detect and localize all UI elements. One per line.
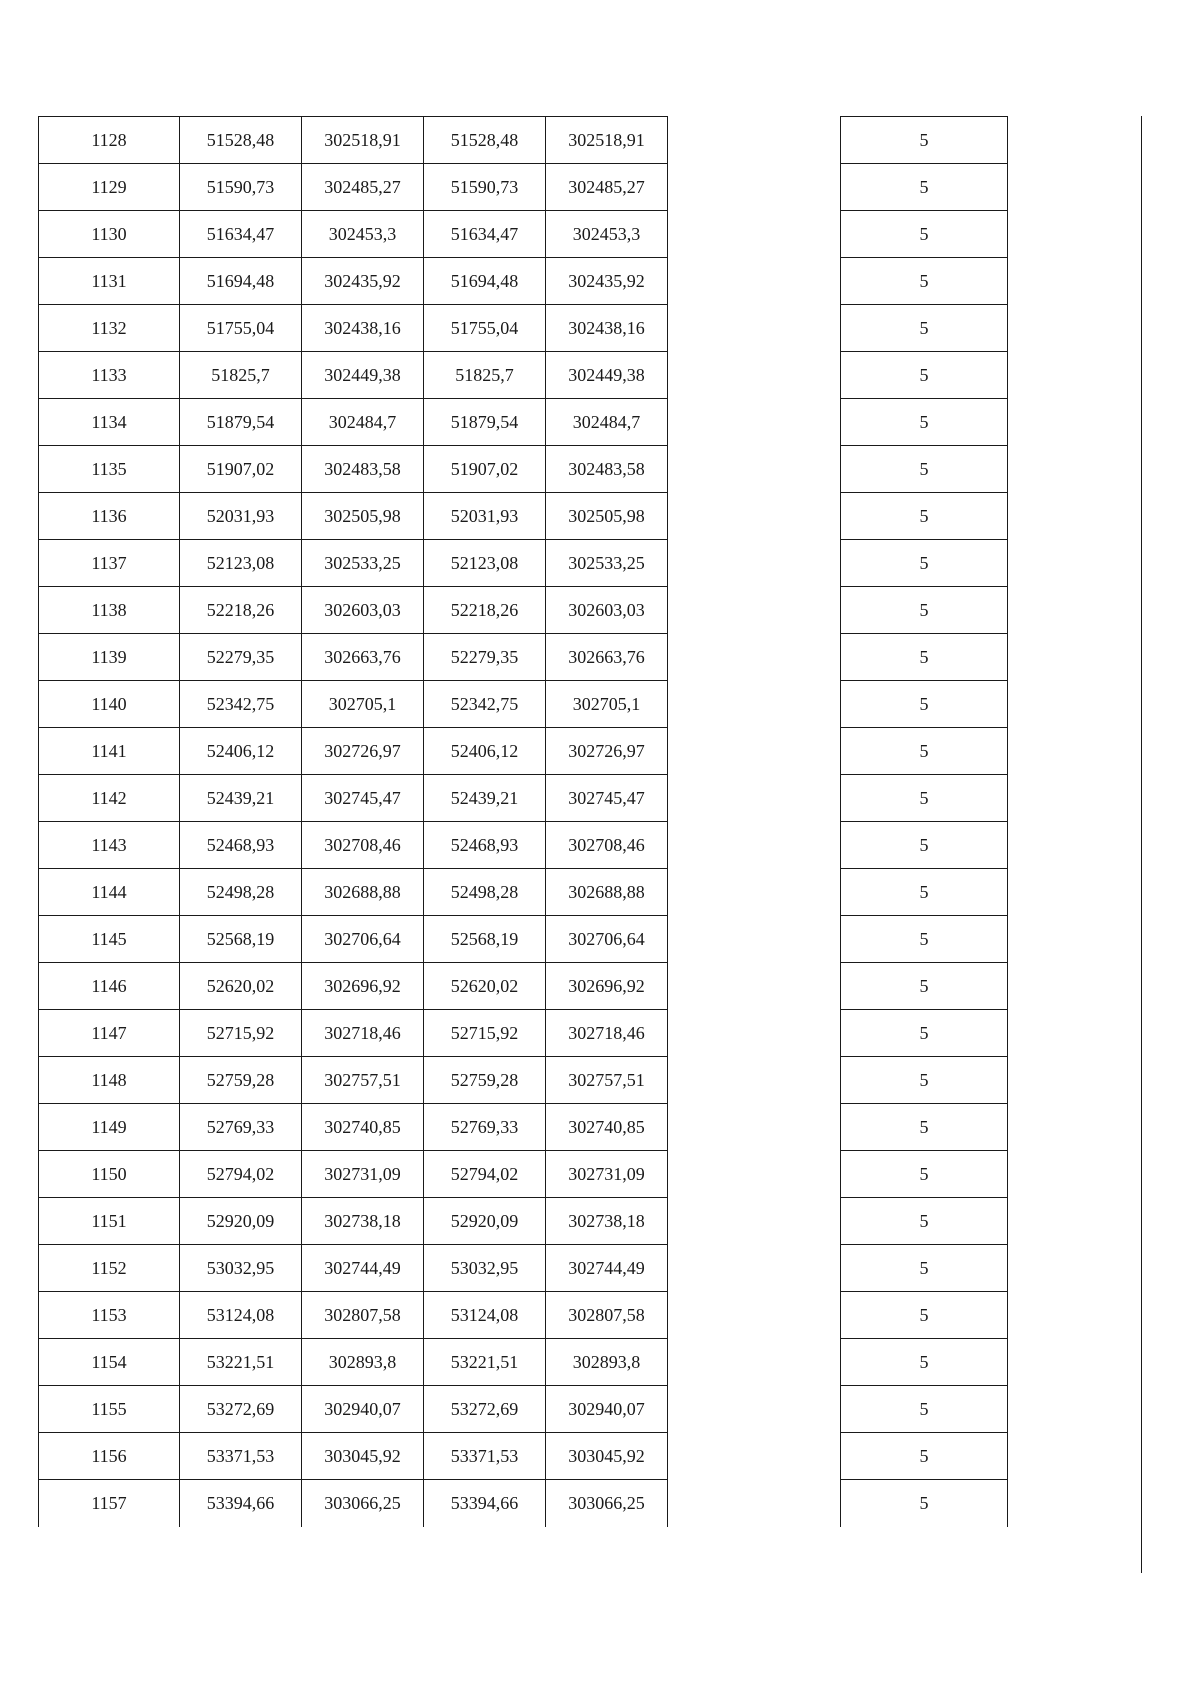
point-number-cell: 1157 <box>39 1480 180 1527</box>
y-coordinate-cell: 302740,85 <box>302 1104 424 1151</box>
y-coordinate-cell: 302940,07 <box>302 1386 424 1433</box>
value-cell: 5 <box>841 916 1008 963</box>
point-number-cell: 1142 <box>39 775 180 822</box>
x-coordinate-repeat-cell: 52794,02 <box>424 1151 546 1198</box>
table-row <box>39 1151 668 1198</box>
value-cell: 5 <box>841 728 1008 775</box>
x-coordinate-cell: 53394,66 <box>180 1480 302 1527</box>
x-coordinate-repeat-cell: 53272,69 <box>424 1386 546 1433</box>
side-row <box>841 681 1008 728</box>
value-cell: 5 <box>841 1198 1008 1245</box>
x-coordinate-cell: 52279,35 <box>180 634 302 681</box>
y-coordinate-cell: 302745,47 <box>302 775 424 822</box>
value-cell: 5 <box>841 305 1008 352</box>
x-coordinate-cell: 52568,19 <box>180 916 302 963</box>
y-coordinate-repeat-cell: 302731,09 <box>546 1151 668 1198</box>
point-number-cell: 1148 <box>39 1057 180 1104</box>
point-number-cell: 1135 <box>39 446 180 493</box>
value-cell: 5 <box>841 399 1008 446</box>
y-coordinate-repeat-cell: 302696,92 <box>546 963 668 1010</box>
value-cell: 5 <box>841 869 1008 916</box>
side-row <box>841 1151 1008 1198</box>
side-row <box>841 869 1008 916</box>
side-row <box>841 1245 1008 1292</box>
value-cell: 5 <box>841 822 1008 869</box>
point-number-cell: 1146 <box>39 963 180 1010</box>
table-row <box>39 916 668 963</box>
x-coordinate-repeat-cell: 52920,09 <box>424 1198 546 1245</box>
side-row <box>841 634 1008 681</box>
x-coordinate-cell: 53221,51 <box>180 1339 302 1386</box>
y-coordinate-cell: 302757,51 <box>302 1057 424 1104</box>
y-coordinate-cell: 302484,7 <box>302 399 424 446</box>
x-coordinate-repeat-cell: 52759,28 <box>424 1057 546 1104</box>
x-coordinate-repeat-cell: 53394,66 <box>424 1480 546 1527</box>
table-row <box>39 681 668 728</box>
y-coordinate-repeat-cell: 302807,58 <box>546 1292 668 1339</box>
x-coordinate-repeat-cell: 51825,7 <box>424 352 546 399</box>
y-coordinate-cell: 302706,64 <box>302 916 424 963</box>
side-row <box>841 963 1008 1010</box>
value-cell: 5 <box>841 446 1008 493</box>
value-cell: 5 <box>841 1292 1008 1339</box>
y-coordinate-repeat-cell: 302453,3 <box>546 211 668 258</box>
x-coordinate-cell: 52468,93 <box>180 822 302 869</box>
side-row <box>841 587 1008 634</box>
side-row <box>841 1386 1008 1433</box>
value-cell: 5 <box>841 1245 1008 1292</box>
point-number-cell: 1144 <box>39 869 180 916</box>
table-row <box>39 963 668 1010</box>
x-coordinate-cell: 52769,33 <box>180 1104 302 1151</box>
side-row <box>841 540 1008 587</box>
x-coordinate-repeat-cell: 51755,04 <box>424 305 546 352</box>
coordinates-table-body <box>39 117 668 1527</box>
side-row <box>841 258 1008 305</box>
x-coordinate-repeat-cell: 52468,93 <box>424 822 546 869</box>
x-coordinate-cell: 52406,12 <box>180 728 302 775</box>
value-cell: 5 <box>841 352 1008 399</box>
table-row <box>39 1386 668 1433</box>
value-cell: 5 <box>841 164 1008 211</box>
y-coordinate-cell: 302603,03 <box>302 587 424 634</box>
point-number-cell: 1149 <box>39 1104 180 1151</box>
y-coordinate-cell: 302505,98 <box>302 493 424 540</box>
y-coordinate-repeat-cell: 303045,92 <box>546 1433 668 1480</box>
x-coordinate-repeat-cell: 52568,19 <box>424 916 546 963</box>
x-coordinate-cell: 51590,73 <box>180 164 302 211</box>
y-coordinate-cell: 303066,25 <box>302 1480 424 1527</box>
y-coordinate-repeat-cell: 302483,58 <box>546 446 668 493</box>
x-coordinate-cell: 51825,7 <box>180 352 302 399</box>
y-coordinate-cell: 302807,58 <box>302 1292 424 1339</box>
point-number-cell: 1133 <box>39 352 180 399</box>
table-row <box>39 1245 668 1292</box>
x-coordinate-cell: 51755,04 <box>180 305 302 352</box>
value-cell: 5 <box>841 493 1008 540</box>
side-row <box>841 822 1008 869</box>
side-row <box>841 1433 1008 1480</box>
point-number-cell: 1131 <box>39 258 180 305</box>
table-row <box>39 822 668 869</box>
x-coordinate-cell: 51907,02 <box>180 446 302 493</box>
x-coordinate-cell: 52759,28 <box>180 1057 302 1104</box>
y-coordinate-repeat-cell: 302718,46 <box>546 1010 668 1057</box>
point-number-cell: 1134 <box>39 399 180 446</box>
y-coordinate-cell: 302663,76 <box>302 634 424 681</box>
y-coordinate-repeat-cell: 302745,47 <box>546 775 668 822</box>
value-cell: 5 <box>841 634 1008 681</box>
side-row <box>841 1104 1008 1151</box>
y-coordinate-cell: 303045,92 <box>302 1433 424 1480</box>
point-number-cell: 1154 <box>39 1339 180 1386</box>
side-row <box>841 1057 1008 1104</box>
value-cell: 5 <box>841 1010 1008 1057</box>
point-number-cell: 1145 <box>39 916 180 963</box>
table-row <box>39 775 668 822</box>
table-row <box>39 211 668 258</box>
value-cell: 5 <box>841 211 1008 258</box>
y-coordinate-cell: 302453,3 <box>302 211 424 258</box>
table-row <box>39 540 668 587</box>
y-coordinate-repeat-cell: 302757,51 <box>546 1057 668 1104</box>
value-cell: 5 <box>841 681 1008 728</box>
side-values-table <box>840 116 1008 1527</box>
value-cell: 5 <box>841 1386 1008 1433</box>
point-number-cell: 1136 <box>39 493 180 540</box>
y-coordinate-cell: 302483,58 <box>302 446 424 493</box>
coordinates-table <box>38 116 668 1527</box>
table-row <box>39 446 668 493</box>
x-coordinate-cell: 53371,53 <box>180 1433 302 1480</box>
y-coordinate-repeat-cell: 302505,98 <box>546 493 668 540</box>
value-cell: 5 <box>841 1057 1008 1104</box>
point-number-cell: 1150 <box>39 1151 180 1198</box>
side-row <box>841 1292 1008 1339</box>
y-coordinate-cell: 302485,27 <box>302 164 424 211</box>
y-coordinate-repeat-cell: 302485,27 <box>546 164 668 211</box>
x-coordinate-repeat-cell: 52769,33 <box>424 1104 546 1151</box>
x-coordinate-cell: 53272,69 <box>180 1386 302 1433</box>
x-coordinate-cell: 52031,93 <box>180 493 302 540</box>
point-number-cell: 1129 <box>39 164 180 211</box>
y-coordinate-repeat-cell: 302533,25 <box>546 540 668 587</box>
y-coordinate-repeat-cell: 302449,38 <box>546 352 668 399</box>
x-coordinate-repeat-cell: 52406,12 <box>424 728 546 775</box>
y-coordinate-repeat-cell: 302484,7 <box>546 399 668 446</box>
x-coordinate-repeat-cell: 53124,08 <box>424 1292 546 1339</box>
value-cell: 5 <box>841 775 1008 822</box>
value-cell: 5 <box>841 1433 1008 1480</box>
x-coordinate-cell: 52920,09 <box>180 1198 302 1245</box>
x-coordinate-repeat-cell: 52498,28 <box>424 869 546 916</box>
x-coordinate-cell: 52218,26 <box>180 587 302 634</box>
x-coordinate-cell: 52794,02 <box>180 1151 302 1198</box>
point-number-cell: 1132 <box>39 305 180 352</box>
x-coordinate-repeat-cell: 51528,48 <box>424 117 546 164</box>
value-cell: 5 <box>841 258 1008 305</box>
x-coordinate-repeat-cell: 52279,35 <box>424 634 546 681</box>
table-row <box>39 1010 668 1057</box>
point-number-cell: 1141 <box>39 728 180 775</box>
table-row <box>39 587 668 634</box>
y-coordinate-cell: 302705,1 <box>302 681 424 728</box>
table-row <box>39 1198 668 1245</box>
point-number-cell: 1140 <box>39 681 180 728</box>
y-coordinate-repeat-cell: 303066,25 <box>546 1480 668 1527</box>
x-coordinate-cell: 53124,08 <box>180 1292 302 1339</box>
x-coordinate-cell: 52498,28 <box>180 869 302 916</box>
x-coordinate-repeat-cell: 52342,75 <box>424 681 546 728</box>
y-coordinate-cell: 302731,09 <box>302 1151 424 1198</box>
x-coordinate-cell: 53032,95 <box>180 1245 302 1292</box>
value-cell: 5 <box>841 1104 1008 1151</box>
side-row <box>841 117 1008 164</box>
y-coordinate-repeat-cell: 302744,49 <box>546 1245 668 1292</box>
y-coordinate-repeat-cell: 302708,46 <box>546 822 668 869</box>
y-coordinate-repeat-cell: 302893,8 <box>546 1339 668 1386</box>
value-cell: 5 <box>841 587 1008 634</box>
x-coordinate-repeat-cell: 51590,73 <box>424 164 546 211</box>
x-coordinate-repeat-cell: 53032,95 <box>424 1245 546 1292</box>
point-number-cell: 1143 <box>39 822 180 869</box>
side-row <box>841 1198 1008 1245</box>
point-number-cell: 1147 <box>39 1010 180 1057</box>
y-coordinate-repeat-cell: 302705,1 <box>546 681 668 728</box>
point-number-cell: 1152 <box>39 1245 180 1292</box>
y-coordinate-repeat-cell: 302663,76 <box>546 634 668 681</box>
y-coordinate-cell: 302708,46 <box>302 822 424 869</box>
x-coordinate-cell: 52342,75 <box>180 681 302 728</box>
table-row <box>39 728 668 775</box>
value-cell: 5 <box>841 540 1008 587</box>
value-cell: 5 <box>841 1480 1008 1527</box>
side-row <box>841 493 1008 540</box>
side-row <box>841 916 1008 963</box>
y-coordinate-repeat-cell: 302706,64 <box>546 916 668 963</box>
table-row <box>39 305 668 352</box>
y-coordinate-repeat-cell: 302940,07 <box>546 1386 668 1433</box>
y-coordinate-repeat-cell: 302435,92 <box>546 258 668 305</box>
x-coordinate-repeat-cell: 52620,02 <box>424 963 546 1010</box>
x-coordinate-cell: 52620,02 <box>180 963 302 1010</box>
point-number-cell: 1151 <box>39 1198 180 1245</box>
point-number-cell: 1128 <box>39 117 180 164</box>
table-row <box>39 1339 668 1386</box>
y-coordinate-repeat-cell: 302518,91 <box>546 117 668 164</box>
y-coordinate-cell: 302435,92 <box>302 258 424 305</box>
y-coordinate-repeat-cell: 302688,88 <box>546 869 668 916</box>
side-row <box>841 399 1008 446</box>
point-number-cell: 1138 <box>39 587 180 634</box>
y-coordinate-repeat-cell: 302603,03 <box>546 587 668 634</box>
side-row <box>841 164 1008 211</box>
x-coordinate-repeat-cell: 51879,54 <box>424 399 546 446</box>
table-row <box>39 634 668 681</box>
x-coordinate-repeat-cell: 52123,08 <box>424 540 546 587</box>
y-coordinate-cell: 302696,92 <box>302 963 424 1010</box>
y-coordinate-cell: 302438,16 <box>302 305 424 352</box>
y-coordinate-repeat-cell: 302726,97 <box>546 728 668 775</box>
x-coordinate-repeat-cell: 52218,26 <box>424 587 546 634</box>
y-coordinate-repeat-cell: 302438,16 <box>546 305 668 352</box>
table-row <box>39 869 668 916</box>
y-coordinate-cell: 302533,25 <box>302 540 424 587</box>
y-coordinate-repeat-cell: 302740,85 <box>546 1104 668 1151</box>
table-row <box>39 399 668 446</box>
x-coordinate-cell: 52715,92 <box>180 1010 302 1057</box>
side-row <box>841 1010 1008 1057</box>
x-coordinate-repeat-cell: 52439,21 <box>424 775 546 822</box>
x-coordinate-cell: 51879,54 <box>180 399 302 446</box>
y-coordinate-cell: 302744,49 <box>302 1245 424 1292</box>
x-coordinate-repeat-cell: 51694,48 <box>424 258 546 305</box>
y-coordinate-cell: 302688,88 <box>302 869 424 916</box>
side-row <box>841 352 1008 399</box>
table-row <box>39 117 668 164</box>
point-number-cell: 1156 <box>39 1433 180 1480</box>
table-row <box>39 1057 668 1104</box>
y-coordinate-cell: 302893,8 <box>302 1339 424 1386</box>
point-number-cell: 1137 <box>39 540 180 587</box>
x-coordinate-repeat-cell: 53371,53 <box>424 1433 546 1480</box>
value-cell: 5 <box>841 1339 1008 1386</box>
x-coordinate-repeat-cell: 53221,51 <box>424 1339 546 1386</box>
x-coordinate-cell: 51528,48 <box>180 117 302 164</box>
point-number-cell: 1155 <box>39 1386 180 1433</box>
point-number-cell: 1153 <box>39 1292 180 1339</box>
side-row <box>841 305 1008 352</box>
x-coordinate-repeat-cell: 52031,93 <box>424 493 546 540</box>
x-coordinate-repeat-cell: 52715,92 <box>424 1010 546 1057</box>
right-border-line <box>1141 116 1142 1573</box>
x-coordinate-cell: 51694,48 <box>180 258 302 305</box>
value-cell: 5 <box>841 1151 1008 1198</box>
y-coordinate-repeat-cell: 302738,18 <box>546 1198 668 1245</box>
value-cell: 5 <box>841 963 1008 1010</box>
side-row <box>841 446 1008 493</box>
side-row <box>841 1339 1008 1386</box>
y-coordinate-cell: 302718,46 <box>302 1010 424 1057</box>
side-row <box>841 728 1008 775</box>
table-row <box>39 493 668 540</box>
point-number-cell: 1139 <box>39 634 180 681</box>
y-coordinate-cell: 302518,91 <box>302 117 424 164</box>
x-coordinate-cell: 52439,21 <box>180 775 302 822</box>
x-coordinate-cell: 52123,08 <box>180 540 302 587</box>
table-row <box>39 352 668 399</box>
table-row <box>39 258 668 305</box>
side-row <box>841 211 1008 258</box>
y-coordinate-cell: 302449,38 <box>302 352 424 399</box>
table-row <box>39 1480 668 1527</box>
point-number-cell: 1130 <box>39 211 180 258</box>
side-row <box>841 775 1008 822</box>
side-values-table-body <box>841 117 1008 1527</box>
x-coordinate-repeat-cell: 51634,47 <box>424 211 546 258</box>
table-row <box>39 1292 668 1339</box>
table-row <box>39 1104 668 1151</box>
value-cell: 5 <box>841 117 1008 164</box>
table-row <box>39 1433 668 1480</box>
table-row <box>39 164 668 211</box>
x-coordinate-cell: 51634,47 <box>180 211 302 258</box>
side-row <box>841 1480 1008 1527</box>
y-coordinate-cell: 302738,18 <box>302 1198 424 1245</box>
y-coordinate-cell: 302726,97 <box>302 728 424 775</box>
x-coordinate-repeat-cell: 51907,02 <box>424 446 546 493</box>
